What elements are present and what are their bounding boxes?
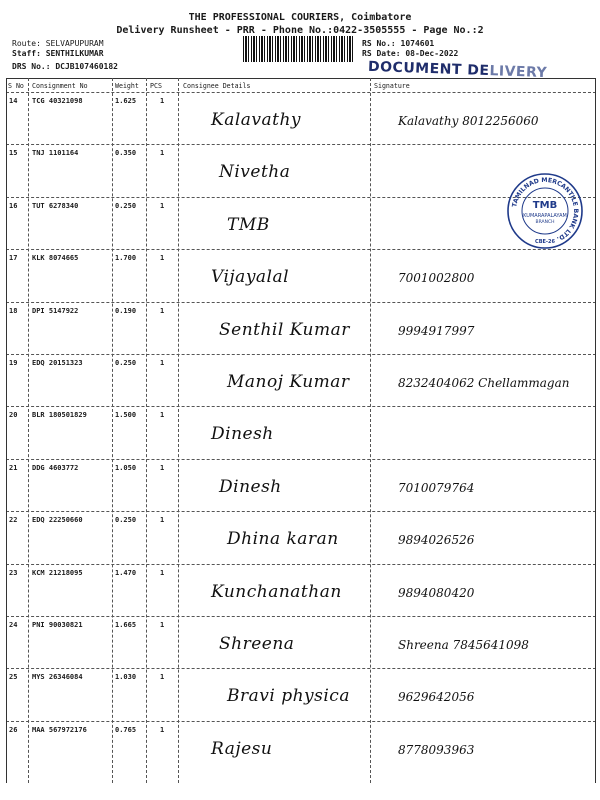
- signature-handwriting: Kalavathy 8012256060: [398, 114, 539, 128]
- col-sno: S No: [8, 82, 24, 90]
- seal-branch: KUMARAPALAYAM: [523, 213, 567, 219]
- col-consignee: Consignee Details: [183, 82, 251, 90]
- col-weight: Weight: [115, 82, 139, 90]
- col-pcs: PCS: [150, 82, 162, 90]
- col-signature: Signature: [374, 82, 410, 90]
- row-consignment-no: MYS 26346084: [32, 673, 83, 682]
- signature-handwriting: 8232404062 Chellammagan: [398, 376, 570, 390]
- table-row: [6, 668, 596, 720]
- row-sno: 20: [9, 411, 18, 420]
- row-sno: 25: [9, 673, 18, 682]
- consignee-handwriting: Bravi physica: [227, 686, 350, 707]
- table-row: [6, 92, 596, 144]
- row-pcs: 1: [160, 516, 165, 525]
- row-sno: 17: [9, 254, 18, 263]
- route-label: Route: SELVAPUPURAM: [12, 39, 104, 48]
- row-consignment-no: TUT 6278340: [32, 201, 79, 210]
- row-consignment-no: DDG 4603772: [32, 463, 79, 472]
- table-row: [6, 564, 596, 616]
- consignee-handwriting: Senthil Kumar: [219, 319, 350, 340]
- row-consignment-no: EDQ 22250660: [32, 516, 83, 525]
- staff-label: Staff: SENTHILKUMAR: [12, 49, 104, 58]
- consignee-handwriting: Shreena: [219, 634, 295, 654]
- seal-number: CBE-26: [535, 239, 555, 245]
- row-sno: 19: [9, 359, 18, 367]
- row-weight: 0.350: [115, 149, 137, 158]
- row-consignment-no: KLK 8074665: [32, 254, 79, 263]
- rs-number: RS No.: 1074601: [362, 39, 435, 48]
- signature-handwriting: 9629642056: [398, 690, 475, 705]
- signature-handwriting: Shreena 7845641098: [398, 638, 529, 652]
- signature-handwriting: 9894080420: [398, 585, 475, 600]
- table-row: [6, 459, 596, 511]
- consignee-handwriting: Vijayalal: [211, 267, 290, 288]
- row-weight: 1.030: [115, 673, 137, 682]
- table-row: [6, 721, 596, 773]
- seal-code: TMB: [532, 200, 558, 211]
- row-pcs: 1: [160, 306, 165, 315]
- rs-date: RS Date: 08-Dec-2022: [362, 49, 459, 58]
- seal-sub: BRANCH: [535, 220, 555, 225]
- row-consignment-no: TNJ 1101164: [32, 149, 79, 158]
- row-weight: 1.665: [115, 621, 137, 629]
- row-pcs: 1: [160, 725, 165, 734]
- row-consignment-no: EDQ 20151323: [32, 359, 83, 367]
- row-pcs: 1: [160, 359, 165, 367]
- row-pcs: 1: [160, 97, 165, 105]
- table-row: [6, 302, 596, 354]
- bank-seal: [506, 172, 584, 250]
- row-weight: 0.765: [115, 725, 137, 734]
- row-weight: 0.250: [115, 201, 137, 210]
- consignee-handwriting: Dinesh: [211, 424, 274, 445]
- company-title: THE PROFESSIONAL COURIERS, Coimbatore: [188, 12, 412, 23]
- table-row: [6, 616, 596, 668]
- row-pcs: 1: [160, 621, 165, 629]
- signature-handwriting: 9994917997: [398, 323, 475, 338]
- runsheet-subtitle: Delivery Runsheet - PRR - Phone No.:0422-3505555 - Page No.:2: [116, 25, 484, 36]
- row-pcs: 1: [160, 411, 165, 420]
- row-consignment-no: MAA 567972176: [32, 725, 87, 734]
- row-sno: 21: [9, 463, 18, 472]
- row-pcs: 1: [160, 201, 165, 210]
- row-weight: 0.190: [115, 306, 137, 315]
- row-sno: 18: [9, 306, 18, 315]
- table-row: [6, 406, 596, 458]
- row-consignment-no: KCM 21218095: [32, 568, 83, 577]
- consignee-handwriting: Rajesu: [211, 738, 273, 759]
- table-row: [6, 249, 596, 301]
- table-row: [6, 511, 596, 563]
- row-weight: 1.700: [115, 254, 137, 263]
- table-row: [6, 354, 596, 406]
- row-sno: 24: [9, 621, 18, 629]
- consignee-handwriting: Nivetha: [219, 162, 291, 183]
- row-sno: 22: [9, 516, 18, 525]
- row-consignment-no: DPI 5147922: [32, 306, 79, 315]
- row-consignment-no: BLR 180501829: [32, 411, 87, 420]
- row-weight: 0.250: [115, 516, 137, 525]
- consignee-handwriting: Manoj Kumar: [227, 372, 350, 392]
- row-pcs: 1: [160, 149, 165, 158]
- row-weight: 1.050: [115, 463, 137, 472]
- consignee-handwriting: Kunchanathan: [211, 581, 342, 602]
- consignee-handwriting: Dhina karan: [227, 529, 339, 550]
- signature-handwriting: 7001002800: [398, 271, 475, 286]
- signature-handwriting: 7010079764: [398, 480, 475, 495]
- row-weight: 1.500: [115, 411, 137, 420]
- row-sno: 26: [9, 725, 18, 734]
- row-consignment-no: PNI 90030821: [32, 621, 83, 629]
- row-pcs: 1: [160, 463, 165, 472]
- signature-handwriting: 8778093963: [398, 742, 475, 757]
- consignee-handwriting: TMB: [227, 214, 270, 235]
- seal-ring-text: TAMILNAD MERCANTILE BANK LTD.: [511, 176, 580, 243]
- col-consignment: Consignment No: [32, 82, 88, 90]
- row-pcs: 1: [160, 568, 165, 577]
- document-delivery-stamp: DOCUMENT DELIVERY: [367, 58, 548, 82]
- drs-number: DRS No.: DCJB107460182: [12, 62, 118, 71]
- row-pcs: 1: [160, 673, 165, 682]
- row-sno: 15: [9, 149, 18, 158]
- row-weight: 1.470: [115, 568, 137, 577]
- barcode: [243, 36, 355, 62]
- row-weight: 0.250: [115, 359, 137, 367]
- row-weight: 1.625: [115, 97, 137, 105]
- row-sno: 16: [9, 201, 18, 210]
- row-sno: 14: [9, 97, 18, 105]
- row-consignment-no: TCG 40321098: [32, 97, 83, 105]
- row-sno: 23: [9, 568, 18, 577]
- row-pcs: 1: [160, 254, 165, 263]
- consignee-handwriting: Dinesh: [219, 476, 282, 497]
- consignee-handwriting: Kalavathy: [211, 110, 302, 130]
- signature-handwriting: 9894026526: [398, 533, 475, 548]
